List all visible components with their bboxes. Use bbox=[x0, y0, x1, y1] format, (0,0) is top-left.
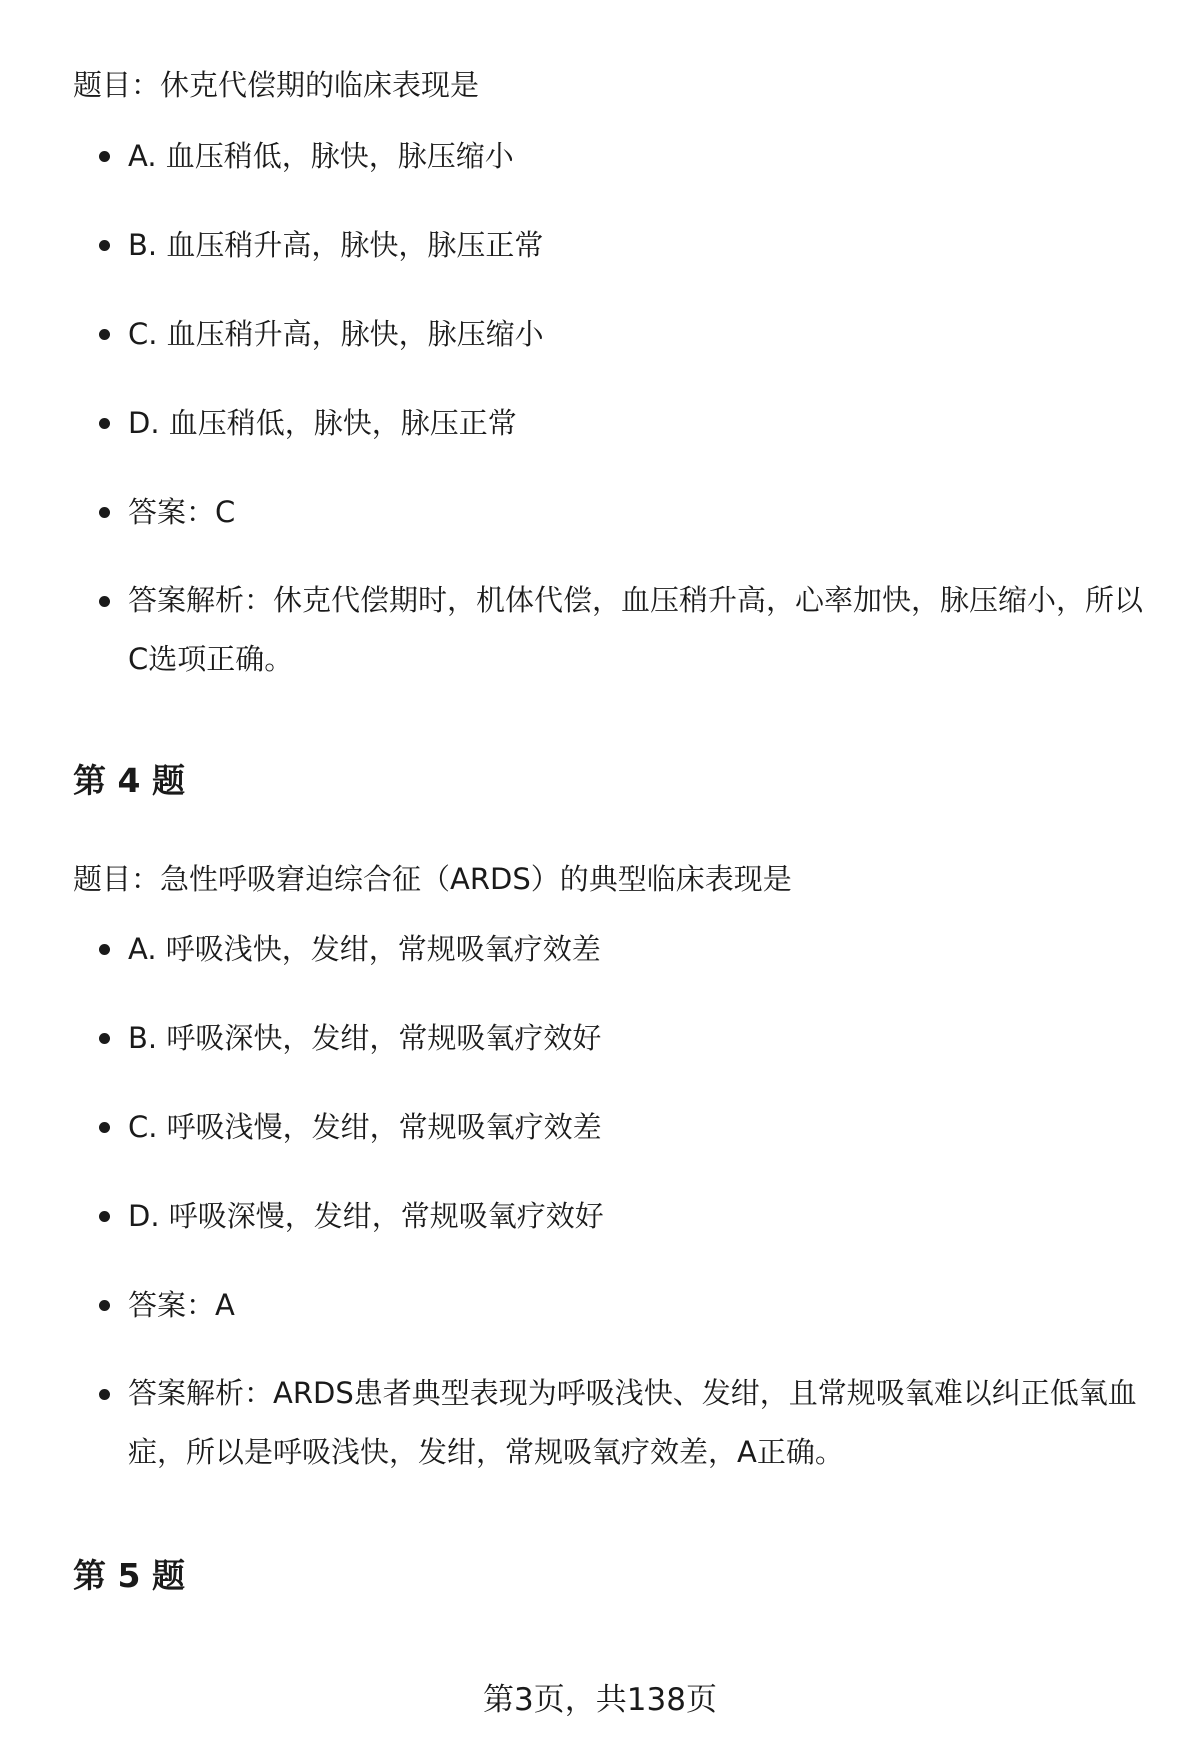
question-stem: 题目：急性呼吸窘迫综合征（ARDS）的典型临床表现是 bbox=[73, 862, 792, 896]
question-heading: 第 5 题 bbox=[73, 1556, 185, 1595]
option-c: C. 血压稍升高，脉快，脉压缩小 bbox=[73, 304, 1153, 364]
option-c: C. 呼吸浅慢，发绀，常规吸氧疗效差 bbox=[73, 1097, 1153, 1157]
page-footer: 第3页，共138页 bbox=[483, 1682, 717, 1718]
option-b: B. 血压稍升高，脉快，脉压正常 bbox=[73, 215, 1153, 275]
answer-analysis: 答案解析：ARDS患者典型表现为呼吸浅快、发绀，且常规吸氧难以纠正低氧血症，所以是呼吸浅快，发绀，常规吸氧疗效差，A正确。 bbox=[73, 1364, 1153, 1482]
option-a: A. 呼吸浅快，发绀，常规吸氧疗效差 bbox=[73, 919, 1153, 979]
question-3 bbox=[73, 55, 1153, 115]
answer: 答案：A bbox=[73, 1275, 1153, 1335]
option-d: D. 呼吸深慢，发绀，常规吸氧疗效好 bbox=[73, 1186, 1153, 1246]
option-d: D. 血压稍低，脉快，脉压正常 bbox=[73, 393, 1153, 453]
question-4-heading-block bbox=[73, 751, 1153, 811]
options-list bbox=[73, 126, 1153, 689]
options-list bbox=[73, 919, 1153, 1482]
question-4-options bbox=[73, 919, 1153, 1511]
question-5-heading-block bbox=[73, 1546, 1153, 1606]
question-heading: 第 4 题 bbox=[73, 761, 185, 800]
question-3-options bbox=[73, 126, 1153, 718]
question-stem: 题目：休克代偿期的临床表现是 bbox=[73, 68, 480, 102]
option-a: A. 血压稍低，脉快，脉压缩小 bbox=[73, 126, 1153, 186]
option-b: B. 呼吸深快，发绀，常规吸氧疗效好 bbox=[73, 1008, 1153, 1068]
answer-analysis: 答案解析：休克代偿期时，机体代偿，血压稍升高，心率加快，脉压缩小，所以C选项正确。 bbox=[73, 571, 1153, 689]
answer: 答案：C bbox=[73, 482, 1153, 542]
question-4 bbox=[73, 849, 1153, 909]
